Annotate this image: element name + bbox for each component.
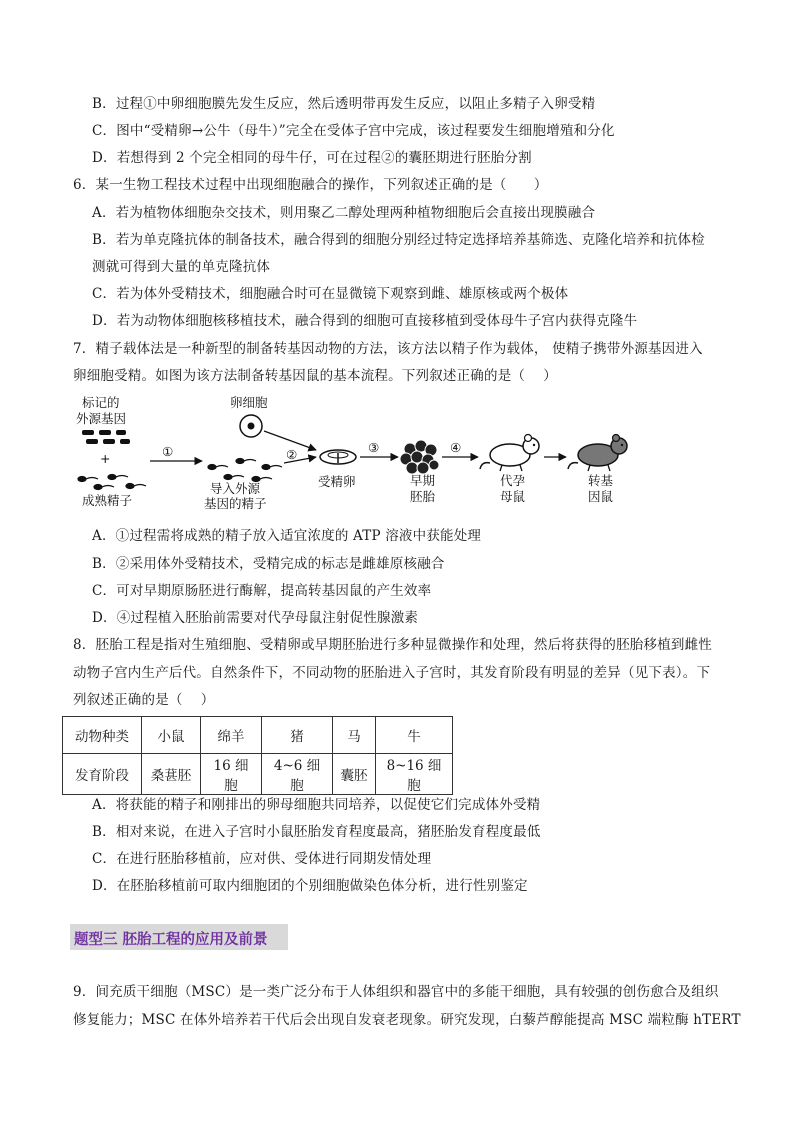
transgenic-mouse-flow-diagram xyxy=(70,393,710,511)
section-title: 题型三 胚胎工程的应用及前景 xyxy=(74,932,268,948)
label-zygote: 受精卵 xyxy=(318,474,356,489)
table-cell: 绵羊 xyxy=(201,717,262,754)
label-egg: 卵细胞 xyxy=(230,395,268,410)
label-gene-line1: 标记的 xyxy=(82,395,120,410)
step2-marker: ② xyxy=(286,447,298,462)
q9-stem-line1: 9．间充质干细胞（MSC）是一类广泛分布于人体组织和器官中的多能干细胞，具有较强的创伤愈合及组织 xyxy=(73,984,719,1000)
q7-option-b: B．②采用体外受精技术，受精完成的标志是雌雄原核融合 xyxy=(92,556,445,572)
label-surrogate-line2: 母鼠 xyxy=(500,489,526,504)
egg-cell-icon xyxy=(240,415,262,437)
table-cell: 动物种类 xyxy=(63,717,142,754)
table-cell: 猪 xyxy=(262,717,333,754)
q8-option-a: A．将获能的精子和刚排出的卵母细胞共同培养，以促使它们完成体外受精 xyxy=(92,797,541,813)
label-gene-line2: 外源基因 xyxy=(76,411,127,426)
transgenic-mouse-icon xyxy=(568,435,627,472)
q7-stem-line1: 7．精子载体法是一种新型的制备转基因动物的方法，该方法以精子作为载体， 使精子携带外源基因进入 xyxy=(73,341,703,357)
exogenous-gene-marks xyxy=(82,430,130,444)
table-cell: 囊胚 xyxy=(333,754,376,795)
q6-stem: 6．某一生物工程技术过程中出现细胞融合的操作，下列叙述正确的是（ ） xyxy=(73,177,548,193)
q7-option-d: D．④过程植入胚胎前需要对代孕母鼠注射促性腺激素 xyxy=(92,610,419,626)
label-transgenic-line2: 因鼠 xyxy=(588,489,614,504)
q6-option-a: A．若为植物体细胞杂交技术，则用聚乙二醇处理两种植物细胞后会直接出现膜融合 xyxy=(92,205,596,221)
label-early-embryo-line1: 早期 xyxy=(410,473,436,488)
loaded-sperm-icons xyxy=(208,459,282,482)
table-row xyxy=(63,754,453,795)
label-loaded-sperm-line2: 基因的精子 xyxy=(204,496,267,511)
zygote-icon xyxy=(320,450,356,464)
early-embryo-icon xyxy=(400,440,439,474)
table-cell: 牛 xyxy=(376,717,453,754)
label-early-embryo-line2: 胚胎 xyxy=(410,489,436,504)
table-cell: 发育阶段 xyxy=(63,754,142,795)
q6-option-c: C．若为体外受精技术，细胞融合时可在显微镜下观察到雌、雄原核或两个极体 xyxy=(92,286,569,302)
embryo-stage-table xyxy=(62,716,453,795)
label-mature-sperm: 成熟精子 xyxy=(82,493,133,508)
q8-stem-line2: 动物子宫内生产后代。自然条件下，不同动物的胚胎进入子宫时，其发育阶段有明显的差异（见下表）。下 xyxy=(73,665,711,681)
surrogate-mouse-icon xyxy=(480,435,539,472)
table-cell: 马 xyxy=(333,717,376,754)
step1-marker: ① xyxy=(162,444,174,459)
section-heading-type3 xyxy=(70,924,288,950)
table-cell: 8~16 细胞 xyxy=(376,754,453,795)
table-row xyxy=(63,717,453,754)
plus-sign: + xyxy=(100,451,111,466)
q6-option-b-line2: 测就可得到大量的单克隆抗体 xyxy=(92,259,271,275)
table-cell: 桑葚胚 xyxy=(142,754,201,795)
q8-option-c: C．在进行胚胎移植前，应对供、受体进行同期发情处理 xyxy=(92,851,432,867)
q7-option-a: A．①过程需将成熟的精子放入适宜浓度的 ATP 溶液中获能处理 xyxy=(92,528,482,544)
q9-stem-line2: 修复能力；MSC 在体外培养若干代后会出现自发衰老现象。研究发现，白藜芦醇能提高 MSC 端粒酶 hTERT xyxy=(73,1012,741,1028)
q7-stem-line2: 卵细胞受精。如图为该方法制备转基因鼠的基本流程。下列叙述正确的是（ ） xyxy=(73,368,557,384)
q8-stem-line3: 列叙述正确的是（ ） xyxy=(73,692,215,708)
q8-stem-line1: 8．胚胎工程是指对生殖细胞、受精卵或早期胚胎进行多种显微操作和处理，然后将获得的胚胎移植到雌性 xyxy=(73,637,712,653)
q7-option-c: C．可对早期原肠胚进行酶解，提高转基因鼠的产生效率 xyxy=(92,583,432,599)
label-surrogate-line1: 代孕 xyxy=(500,473,526,488)
label-transgenic-line1: 转基 xyxy=(588,473,614,488)
table-cell: 小鼠 xyxy=(142,717,201,754)
q8-option-b: B．相对来说，在进入子宫时小鼠胚胎发育程度最高，猪胚胎发育程度最低 xyxy=(92,824,541,840)
table-cell: 4~6 细胞 xyxy=(262,754,333,795)
q5-option-d: D．若想得到 2 个完全相同的母牛仔，可在过程②的囊胚期进行胚胎分割 xyxy=(92,150,532,166)
step4-marker: ④ xyxy=(450,440,462,455)
q5-option-b: B．过程①中卵细胞膜先发生反应，然后透明带再发生反应，以阻止多精子入卵受精 xyxy=(92,96,596,112)
q8-option-d: D．在胚胎移植前可取内细胞团的个别细胞做染色体分析，进行性别鉴定 xyxy=(92,878,528,894)
q5-option-c: C．图中“受精卵→公牛（母牛）”完全在受体子宫中完成，该过程要发生细胞增殖和分化 xyxy=(92,123,615,139)
label-loaded-sperm-line1: 导入外源 xyxy=(210,481,261,496)
mature-sperm-icons xyxy=(78,475,146,490)
q6-option-d: D．若为动物体细胞核移植技术，融合得到的细胞可直接移植到受体母牛子宫内获得克隆牛 xyxy=(92,313,638,329)
table-cell: 16 细胞 xyxy=(201,754,262,795)
step3-marker: ③ xyxy=(368,440,380,455)
q6-option-b-line1: B．若为单克隆抗体的制备技术，融合得到的细胞分别经过特定选择培养基筛选、克隆化培养和抗体检 xyxy=(92,232,705,248)
